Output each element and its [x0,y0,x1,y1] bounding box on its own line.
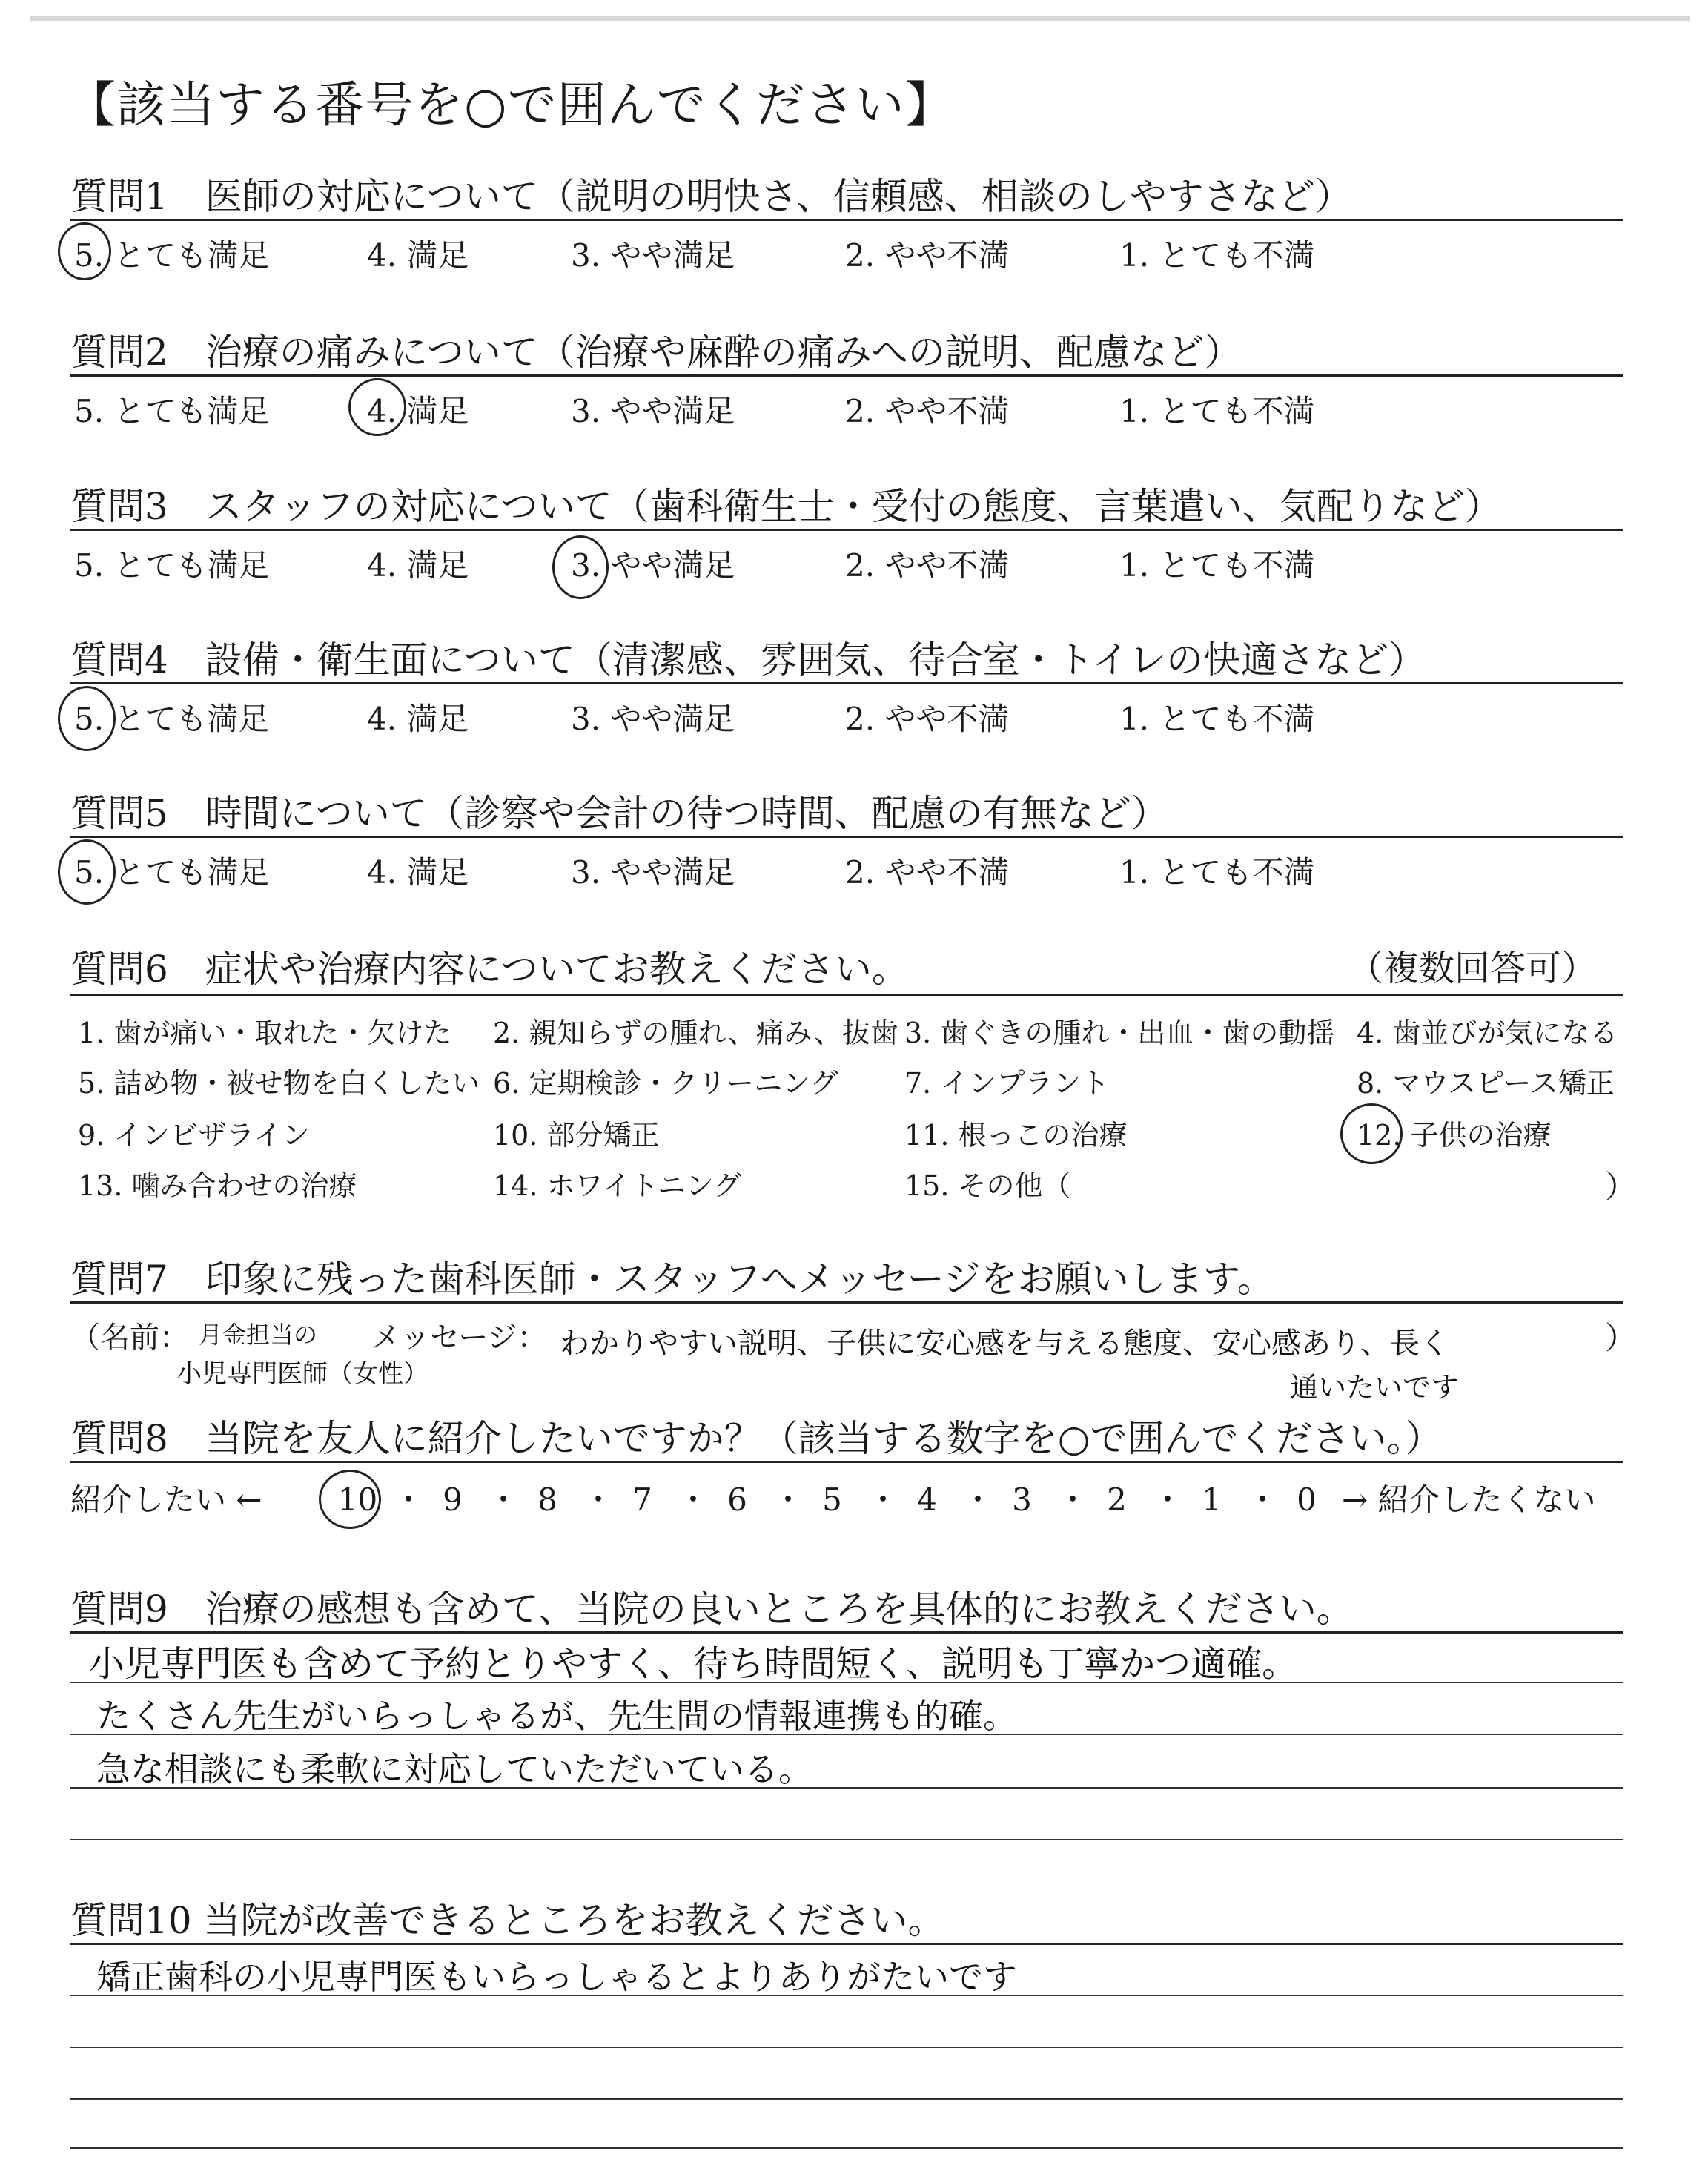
q6-multi-note: （複数回答可） [1347,948,1597,989]
q6-item-15[interactable]: 15. その他（ [904,1169,1071,1202]
q5-option-3[interactable]: 3. やや満足 [571,854,735,891]
q4-option-2[interactable]: 2. やや不満 [845,701,1010,737]
q6-item-5[interactable]: 5. 詰め物・被せ物を白くしたい [78,1067,480,1100]
q4-option-3[interactable]: 3. やや満足 [571,701,735,737]
q1-option-3[interactable]: 3. やや満足 [571,237,735,274]
q6-item-8[interactable]: 8. マウスピース矯正 [1357,1067,1615,1100]
q4-title: 質問4 設備・衛生面について（清潔感、雰囲気、待合室・トイレの快適さなど） [70,638,1426,681]
q6-item-6[interactable]: 6. 定期検診・クリーニング [493,1067,838,1100]
q3-option-4[interactable]: 4. 満足 [367,547,469,584]
q8-scale-3[interactable]: 3 [1012,1482,1032,1518]
q6-rule [70,994,1623,996]
q9-handwriting-2: たくさん先生がいらっしゃるが、先生間の情報連携も的確。 [96,1696,1017,1736]
q8-scale-row: 紹介したい ← 10 ・ 9 ・ 8 ・ 7 ・ 6 ・ 5 ・ 4 ・ 3 ・ 2 ・ 1 ・ 0 → 紹介したくない [70,1476,1564,1520]
q9-handwriting-3: 急な相談にも柔軟に対応していただいている。 [96,1749,812,1789]
q7-message-handwriting-1: わかりやすい説明、子供に安心感を与える態度、安心感あり、長く [560,1327,1449,1361]
q6-item-11[interactable]: 11. 根っこの治療 [904,1119,1128,1152]
q5-answer-circle [58,839,116,905]
q7-name-handwriting-2: 小児専門医師（女性） [176,1359,428,1389]
q8-left-label: 紹介したい ← [70,1482,262,1518]
q1-option-4[interactable]: 4. 満足 [367,237,469,274]
q8-scale-7[interactable]: 7 [632,1482,652,1518]
q7-name-handwriting-1: 月金担当の [199,1321,318,1349]
q8-scale-5[interactable]: 5 [822,1482,842,1518]
q6-title: 質問6 症状や治療内容についてお教えください。 [70,948,909,991]
q5-option-2[interactable]: 2. やや不満 [845,854,1010,891]
q2-answer-circle [348,378,406,436]
q3-title: 質問3 スタッフの対応について（歯科衛生士・受付の態度、言葉遣い、気配りなど） [70,485,1502,528]
q1-title: 質問1 医師の対応について（説明の明快さ、信頼感、相談のしやすさなど） [70,175,1352,218]
q7-rule [70,1301,1623,1304]
q9-rule [70,1631,1623,1634]
q6-item-9[interactable]: 9. インビザライン [78,1119,311,1152]
q6-item-13[interactable]: 13. 噛み合わせの治療 [78,1169,357,1202]
q4-answer-circle [58,686,116,751]
q6-item-14[interactable]: 14. ホワイトニング [493,1169,742,1202]
q6-answer-circle [1340,1103,1403,1164]
q10-handwriting-1: 矯正歯科の小児専門医もいらっしゃるとよりありがたいです [96,1957,1017,1997]
q1-option-2[interactable]: 2. やや不満 [845,237,1010,274]
q6-item-10[interactable]: 10. 部分矯正 [493,1119,660,1152]
q4-option-4[interactable]: 4. 満足 [367,701,469,737]
q3-answer-circle [552,535,609,599]
q8-right-label: → 紹介したくない [1342,1482,1596,1518]
q8-scale-4[interactable]: 4 [917,1482,937,1518]
q7-message-label: メッセージ： [371,1321,547,1355]
q6-other-close: ） [1605,1169,1637,1205]
q7-title: 質問7 印象に残った歯科医師・スタッフへメッセージをお願いします。 [70,1258,1274,1301]
q8-title: 質問8 当院を友人に紹介したいですか？（該当する数字を○で囲んでください。） [70,1417,1443,1460]
q9-line-4 [70,1839,1623,1840]
q10-line-3 [70,2098,1623,2100]
q5-option-5[interactable]: 5. とても満足 [74,854,270,891]
q8-scale-9[interactable]: 9 [443,1482,463,1518]
q8-scale-0[interactable]: 0 [1297,1482,1317,1518]
q6-item-3[interactable]: 3. 歯ぐきの腫れ・出血・歯の動揺 [904,1017,1335,1049]
q2-option-2[interactable]: 2. やや不満 [845,393,1010,429]
q4-option-1[interactable]: 1. とても不満 [1119,701,1315,737]
q3-option-1[interactable]: 1. とても不満 [1119,547,1315,584]
q8-scale-6[interactable]: 6 [727,1482,747,1518]
q6-item-7[interactable]: 7. インプラント [904,1067,1110,1100]
q6-item-12[interactable]: 12. 子供の治療 [1357,1119,1552,1152]
q6-item-4[interactable]: 4. 歯並びが気になる [1357,1017,1618,1049]
q4-option-5[interactable]: 5. とても満足 [74,701,270,737]
q1-rule [70,219,1623,221]
q10-rule [70,1943,1623,1945]
q1-option-1[interactable]: 1. とても不満 [1119,237,1315,274]
q6-item-1[interactable]: 1. 歯が痛い・取れた・欠けた [78,1017,452,1049]
q1-option-5[interactable]: 5. とても満足 [74,237,270,274]
q2-rule [70,374,1623,377]
q5-option-1[interactable]: 1. とても不満 [1119,854,1315,891]
q8-scale-1[interactable]: 1 [1202,1482,1222,1518]
q10-line-4 [70,2147,1623,2149]
q8-scale-2[interactable]: 2 [1107,1482,1127,1518]
q3-option-5[interactable]: 5. とても満足 [74,547,270,584]
q2-option-4[interactable]: 4. 満足 [367,393,469,429]
q10-line-2 [70,2047,1623,2048]
q7-message-handwriting-2: 通いたいです [1290,1371,1460,1404]
q2-option-1[interactable]: 1. とても不満 [1119,393,1315,429]
q8-scale-8[interactable]: 8 [537,1482,557,1518]
q9-handwriting-1: 小児専門医も含めて予約とりやすく、待ち時間短く、説明も丁寧かつ適確。 [89,1643,1298,1685]
q2-option-3[interactable]: 3. やや満足 [571,393,735,429]
q2-title: 質問2 治療の痛みについて（治療や麻酔の痛みへの説明、配慮など） [70,331,1242,374]
q7-close-paren: ） [1605,1320,1637,1356]
q3-option-2[interactable]: 2. やや不満 [845,547,1010,584]
q9-title: 質問9 治療の感想も含めて、当院の良いところを具体的にお教えください。 [70,1588,1354,1631]
page-header: 【該当する番号を○で囲んでください】 [67,76,955,133]
q6-item-2[interactable]: 2. 親知らずの腫れ、痛み、抜歯 [493,1017,898,1049]
q3-option-3[interactable]: 3. やや満足 [571,547,735,584]
q7-name-label: （名前： [70,1321,189,1355]
q4-rule [70,682,1623,684]
scan-edge [30,16,1690,21]
q8-answer-circle [319,1470,381,1529]
q5-title: 質問5 時間について（診察や会計の待つ時間、配慮の有無など） [70,792,1168,835]
q5-rule [70,836,1623,838]
q8-scale-10[interactable]: 10 [337,1482,378,1518]
q3-rule [70,529,1623,531]
q10-title: 質問10 当院が改善できるところをお教えください。 [70,1899,945,1942]
q2-option-5[interactable]: 5. とても満足 [74,393,270,429]
q1-answer-circle [58,222,111,280]
q5-option-4[interactable]: 4. 満足 [367,854,469,891]
q8-rule [70,1461,1623,1463]
